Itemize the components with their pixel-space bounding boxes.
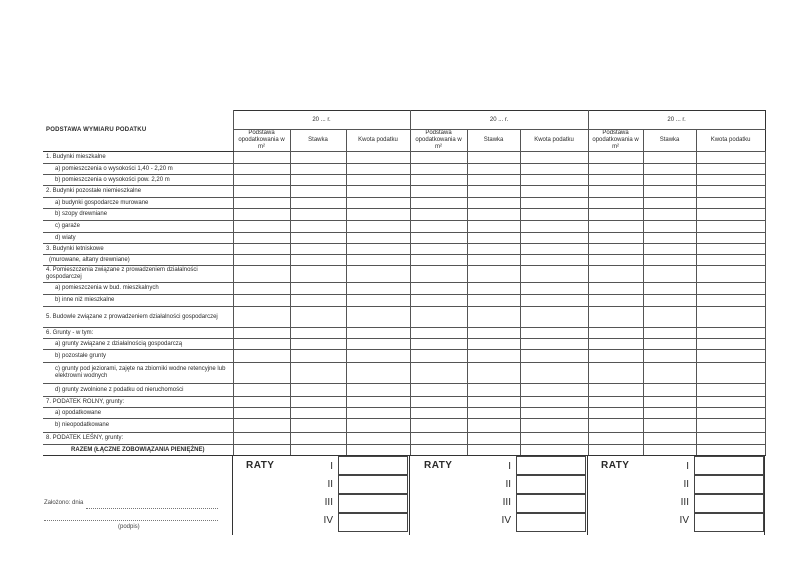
row-label: c) grunty pod jeziorami, zajęte na zbiorniki wodne retencyjne lub elektrowni wodnych: [43, 363, 233, 384]
cell-input[interactable]: [290, 233, 346, 244]
cell-input[interactable]: [346, 419, 410, 433]
cell-input[interactable]: [643, 408, 696, 419]
divider: [409, 455, 410, 535]
row-label: 6. Grunty - w tym:: [43, 328, 233, 339]
installment-number: IV: [501, 515, 511, 526]
cell-input[interactable]: [588, 186, 643, 198]
cell-input[interactable]: [346, 255, 410, 266]
cell-input[interactable]: [233, 221, 290, 233]
row-label: a) pomieszczenia o wysokości 1,40 - 2,20 m: [43, 164, 233, 175]
cell-input[interactable]: [643, 152, 696, 164]
cell-input[interactable]: [290, 433, 346, 445]
cell-input[interactable]: [410, 397, 467, 408]
cell-input[interactable]: [588, 384, 643, 397]
cell-input[interactable]: [233, 408, 290, 419]
cell-input[interactable]: [588, 445, 643, 456]
cell-input[interactable]: [520, 307, 588, 328]
installment-box[interactable]: [338, 513, 408, 532]
cell-input[interactable]: [290, 363, 346, 384]
installment-number: IV: [679, 515, 689, 526]
cell-input[interactable]: [467, 350, 520, 363]
cell-input[interactable]: [346, 445, 410, 456]
cell-input[interactable]: [467, 221, 520, 233]
cell-input[interactable]: [290, 328, 346, 339]
signature-label: (podpis): [118, 524, 140, 530]
cell-input[interactable]: [410, 408, 467, 419]
cell-input[interactable]: [290, 283, 346, 295]
table-title: PODSTAWA WYMIARU PODATKU: [43, 111, 233, 152]
cell-input[interactable]: [588, 307, 643, 328]
cell-input[interactable]: [233, 283, 290, 295]
row-label: a) budynki gospodarcze murowane: [43, 198, 233, 209]
cell-input[interactable]: [643, 209, 696, 221]
cell-input[interactable]: [467, 433, 520, 445]
installments-label-1: RATY: [246, 460, 275, 471]
cell-input[interactable]: [346, 198, 410, 209]
established-date-label: Założono: dnia: [44, 500, 84, 506]
installment-number: III: [680, 497, 689, 508]
cell-input[interactable]: [696, 350, 765, 363]
cell-input[interactable]: [696, 295, 765, 307]
cell-input[interactable]: [410, 283, 467, 295]
cell-input[interactable]: [520, 445, 588, 456]
cell-input[interactable]: [520, 175, 588, 186]
cell-input[interactable]: [520, 186, 588, 198]
cell-input[interactable]: [696, 221, 765, 233]
cell-input[interactable]: [696, 209, 765, 221]
cell-input[interactable]: [346, 408, 410, 419]
cell-input[interactable]: [643, 186, 696, 198]
cell-input[interactable]: [233, 328, 290, 339]
cell-input[interactable]: [410, 339, 467, 350]
installment-box[interactable]: [694, 456, 764, 475]
cell-input[interactable]: [588, 408, 643, 419]
cell-input[interactable]: [346, 384, 410, 397]
cell-input[interactable]: [588, 350, 643, 363]
cell-input[interactable]: [346, 221, 410, 233]
cell-input[interactable]: [410, 175, 467, 186]
cell-input[interactable]: [290, 339, 346, 350]
cell-input[interactable]: [233, 419, 290, 433]
cell-input[interactable]: [467, 255, 520, 266]
cell-input[interactable]: [520, 397, 588, 408]
cell-input[interactable]: [410, 186, 467, 198]
cell-input[interactable]: [588, 363, 643, 384]
cell-input[interactable]: [410, 384, 467, 397]
row-label: b) szopy drewniane: [43, 209, 233, 221]
cell-input[interactable]: [588, 397, 643, 408]
installment-number: III: [502, 497, 511, 508]
cell-input[interactable]: [643, 397, 696, 408]
cell-input[interactable]: [643, 175, 696, 186]
cell-input[interactable]: [410, 209, 467, 221]
row-label: d) grunty zwolnione z podatku od nieruchomości: [43, 384, 233, 397]
installment-box[interactable]: [338, 456, 408, 475]
year-column-2: 20 ... r.: [410, 111, 588, 130]
cell-input[interactable]: [410, 307, 467, 328]
cell-input[interactable]: [410, 363, 467, 384]
cell-input[interactable]: [233, 186, 290, 198]
cell-input[interactable]: [410, 445, 467, 456]
row-label: b) nieopodatkowane: [43, 419, 233, 433]
cell-input[interactable]: [467, 408, 520, 419]
cell-input[interactable]: [520, 266, 588, 283]
cell-input[interactable]: [290, 209, 346, 221]
cell-input[interactable]: [643, 244, 696, 255]
installment-number: IV: [323, 515, 333, 526]
cell-input[interactable]: [467, 339, 520, 350]
cell-input[interactable]: [643, 328, 696, 339]
cell-input[interactable]: [290, 175, 346, 186]
cell-input[interactable]: [290, 295, 346, 307]
cell-input[interactable]: [520, 339, 588, 350]
cell-input[interactable]: [410, 244, 467, 255]
installment-box[interactable]: [338, 475, 408, 494]
cell-input[interactable]: [346, 295, 410, 307]
cell-input[interactable]: [467, 419, 520, 433]
row-label: b) inne niż mieszkalne: [43, 295, 233, 307]
cell-input[interactable]: [290, 186, 346, 198]
cell-input[interactable]: [233, 175, 290, 186]
cell-input[interactable]: [467, 198, 520, 209]
cell-input[interactable]: [588, 209, 643, 221]
cell-input[interactable]: [346, 266, 410, 283]
cell-input[interactable]: [520, 198, 588, 209]
row-label: 3. Budynki letniskowe: [43, 244, 233, 255]
cell-input[interactable]: [410, 198, 467, 209]
installments-label-3: RATY: [601, 460, 630, 471]
cell-input[interactable]: [696, 266, 765, 283]
cell-input[interactable]: [467, 186, 520, 198]
cell-input[interactable]: [233, 307, 290, 328]
cell-input[interactable]: [643, 339, 696, 350]
cell-input[interactable]: [233, 363, 290, 384]
cell-input[interactable]: [696, 408, 765, 419]
row-label: 5. Budowle związane z prowadzeniem działalności gospodarczej: [43, 307, 233, 328]
cell-input[interactable]: [233, 295, 290, 307]
cell-input[interactable]: [290, 164, 346, 175]
installment-box[interactable]: [516, 494, 586, 513]
cell-input[interactable]: [467, 295, 520, 307]
cell-input[interactable]: [290, 397, 346, 408]
cell-input[interactable]: [588, 164, 643, 175]
cell-input[interactable]: [346, 283, 410, 295]
cell-input[interactable]: [696, 307, 765, 328]
cell-input[interactable]: [520, 433, 588, 445]
cell-input[interactable]: [346, 397, 410, 408]
year-column-1: 20 ... r.: [233, 111, 410, 130]
cell-input[interactable]: [588, 198, 643, 209]
cell-input[interactable]: [346, 175, 410, 186]
signature-field[interactable]: [44, 520, 218, 521]
cell-input[interactable]: [520, 350, 588, 363]
col-rate-1: Stawka: [290, 130, 346, 152]
cell-input[interactable]: [696, 339, 765, 350]
col-rate-3: Stawka: [643, 130, 696, 152]
row-label: d) wiaty: [43, 233, 233, 244]
cell-input[interactable]: [346, 363, 410, 384]
cell-input[interactable]: [233, 198, 290, 209]
cell-input[interactable]: [643, 283, 696, 295]
cell-input[interactable]: [696, 244, 765, 255]
row-label: (murowane, altany drewniane): [43, 255, 233, 266]
cell-input[interactable]: [467, 384, 520, 397]
cell-input[interactable]: [520, 384, 588, 397]
cell-input[interactable]: [290, 198, 346, 209]
cell-input[interactable]: [520, 255, 588, 266]
cell-input[interactable]: [588, 283, 643, 295]
cell-input[interactable]: [410, 295, 467, 307]
cell-input[interactable]: [467, 328, 520, 339]
cell-input[interactable]: [467, 283, 520, 295]
cell-input[interactable]: [346, 339, 410, 350]
row-label: a) pomieszczenia w bud. mieszkalnych: [43, 283, 233, 295]
divider: [587, 455, 588, 535]
cell-input[interactable]: [290, 307, 346, 328]
cell-input[interactable]: [696, 198, 765, 209]
cell-input[interactable]: [467, 233, 520, 244]
cell-input[interactable]: [290, 244, 346, 255]
col-amount-2: Kwota podatku: [520, 130, 588, 152]
cell-input[interactable]: [233, 384, 290, 397]
cell-input[interactable]: [410, 152, 467, 164]
cell-input[interactable]: [290, 255, 346, 266]
cell-input[interactable]: [410, 164, 467, 175]
row-label: 4. Pomieszczenia związane z prowadzeniem działalności gospodarczej: [43, 266, 233, 283]
cell-input[interactable]: [520, 221, 588, 233]
cell-input[interactable]: [643, 266, 696, 283]
cell-input[interactable]: [588, 152, 643, 164]
cell-input[interactable]: [588, 339, 643, 350]
cell-input[interactable]: [290, 445, 346, 456]
cell-input[interactable]: [520, 408, 588, 419]
cell-input[interactable]: [696, 445, 765, 456]
cell-input[interactable]: [346, 433, 410, 445]
installment-number: I: [686, 461, 689, 472]
cell-input[interactable]: [290, 350, 346, 363]
year-column-3: 20 ... r.: [588, 111, 765, 130]
cell-input[interactable]: [233, 266, 290, 283]
col-rate-2: Stawka: [467, 130, 520, 152]
cell-input[interactable]: [233, 152, 290, 164]
cell-input[interactable]: [467, 164, 520, 175]
cell-input[interactable]: [588, 433, 643, 445]
tax-base-table: [43, 110, 766, 456]
cell-input[interactable]: [520, 419, 588, 433]
cell-input[interactable]: [696, 283, 765, 295]
cell-input[interactable]: [467, 307, 520, 328]
cell-input[interactable]: [290, 408, 346, 419]
col-base-3: Podstawa opodatkowania w m²: [588, 130, 643, 152]
cell-input[interactable]: [696, 384, 765, 397]
cell-input[interactable]: [410, 233, 467, 244]
divider: [232, 455, 233, 535]
cell-input[interactable]: [643, 198, 696, 209]
cell-input[interactable]: [696, 397, 765, 408]
cell-input[interactable]: [346, 164, 410, 175]
col-amount-3: Kwota podatku: [696, 130, 765, 152]
col-base-1: Podstawa opodatkowania w m²: [233, 130, 290, 152]
cell-input[interactable]: [290, 384, 346, 397]
installment-box[interactable]: [694, 513, 764, 532]
cell-input[interactable]: [233, 233, 290, 244]
cell-input[interactable]: [588, 175, 643, 186]
installment-number: II: [505, 479, 511, 490]
installment-box[interactable]: [516, 475, 586, 494]
cell-input[interactable]: [410, 221, 467, 233]
date-field[interactable]: [86, 508, 218, 509]
cell-input[interactable]: [467, 266, 520, 283]
cell-input[interactable]: [696, 255, 765, 266]
cell-input[interactable]: [696, 186, 765, 198]
cell-input[interactable]: [467, 152, 520, 164]
cell-input[interactable]: [233, 164, 290, 175]
row-label: a) grunty związane z działalnością gospodarczą: [43, 339, 233, 350]
cell-input[interactable]: [410, 433, 467, 445]
installment-box[interactable]: [516, 456, 586, 475]
cell-input[interactable]: [467, 445, 520, 456]
col-amount-1: Kwota podatku: [346, 130, 410, 152]
cell-input[interactable]: [233, 255, 290, 266]
cell-input[interactable]: [588, 221, 643, 233]
cell-input[interactable]: [520, 328, 588, 339]
row-label: 8. PODATEK LEŚNY, grunty:: [43, 433, 233, 445]
cell-input[interactable]: [346, 328, 410, 339]
cell-input[interactable]: [643, 445, 696, 456]
cell-input[interactable]: [410, 350, 467, 363]
cell-input[interactable]: [696, 233, 765, 244]
cell-input[interactable]: [696, 419, 765, 433]
cell-input[interactable]: [346, 244, 410, 255]
cell-input[interactable]: [346, 186, 410, 198]
cell-input[interactable]: [643, 255, 696, 266]
cell-input[interactable]: [588, 328, 643, 339]
cell-input[interactable]: [696, 152, 765, 164]
row-label: b) pozostałe grunty: [43, 350, 233, 363]
cell-input[interactable]: [588, 255, 643, 266]
cell-input[interactable]: [520, 283, 588, 295]
installment-box[interactable]: [338, 494, 408, 513]
installment-number: I: [330, 461, 333, 472]
total-row-label: RAZEM (ŁĄCZNE ZOBOWIĄZANIA PIENIĘŻNE): [43, 445, 233, 456]
cell-input[interactable]: [588, 266, 643, 283]
cell-input[interactable]: [643, 221, 696, 233]
cell-input[interactable]: [410, 255, 467, 266]
cell-input[interactable]: [467, 244, 520, 255]
installment-box[interactable]: [694, 494, 764, 513]
cell-input[interactable]: [643, 307, 696, 328]
cell-input[interactable]: [233, 445, 290, 456]
cell-input[interactable]: [643, 363, 696, 384]
row-label: 1. Budynki mieszkalne: [43, 152, 233, 164]
cell-input[interactable]: [233, 244, 290, 255]
cell-input[interactable]: [290, 266, 346, 283]
cell-input[interactable]: [643, 233, 696, 244]
cell-input[interactable]: [588, 295, 643, 307]
cell-input[interactable]: [520, 164, 588, 175]
row-label: 2. Budynki pozostałe niemieszkalne: [43, 186, 233, 198]
installment-box[interactable]: [516, 513, 586, 532]
cell-input[interactable]: [588, 244, 643, 255]
cell-input[interactable]: [588, 419, 643, 433]
cell-input[interactable]: [520, 233, 588, 244]
cell-input[interactable]: [346, 209, 410, 221]
cell-input[interactable]: [346, 350, 410, 363]
cell-input[interactable]: [520, 244, 588, 255]
cell-input[interactable]: [290, 221, 346, 233]
cell-input[interactable]: [520, 152, 588, 164]
cell-input[interactable]: [643, 295, 696, 307]
cell-input[interactable]: [467, 397, 520, 408]
cell-input[interactable]: [696, 164, 765, 175]
cell-input[interactable]: [410, 419, 467, 433]
cell-input[interactable]: [643, 164, 696, 175]
cell-input[interactable]: [290, 152, 346, 164]
cell-input[interactable]: [233, 350, 290, 363]
cell-input[interactable]: [467, 209, 520, 221]
cell-input[interactable]: [643, 384, 696, 397]
cell-input[interactable]: [588, 233, 643, 244]
cell-input[interactable]: [643, 419, 696, 433]
cell-input[interactable]: [410, 328, 467, 339]
installments-label-2: RATY: [424, 460, 453, 471]
installment-number: II: [327, 479, 333, 490]
installment-number: II: [683, 479, 689, 490]
cell-input[interactable]: [696, 328, 765, 339]
installment-box[interactable]: [694, 475, 764, 494]
col-base-2: Podstawa opodatkowania w m²: [410, 130, 467, 152]
cell-input[interactable]: [346, 307, 410, 328]
cell-input[interactable]: [233, 209, 290, 221]
installment-number: III: [324, 497, 333, 508]
cell-input[interactable]: [643, 350, 696, 363]
cell-input[interactable]: [233, 433, 290, 445]
cell-input[interactable]: [520, 295, 588, 307]
row-label: b) pomieszczenia o wysokości pow. 2,20 m: [43, 175, 233, 186]
row-label: c) garaże: [43, 221, 233, 233]
cell-input[interactable]: [520, 209, 588, 221]
divider: [764, 455, 765, 535]
row-label: a) opodatkowane: [43, 408, 233, 419]
cell-input[interactable]: [467, 363, 520, 384]
cell-input[interactable]: [643, 433, 696, 445]
installment-number: I: [508, 461, 511, 472]
cell-input[interactable]: [520, 363, 588, 384]
cell-input[interactable]: [290, 419, 346, 433]
cell-input[interactable]: [696, 175, 765, 186]
cell-input[interactable]: [233, 339, 290, 350]
cell-input[interactable]: [346, 233, 410, 244]
row-label: 7. PODATEK ROLNY, grunty:: [43, 397, 233, 408]
cell-input[interactable]: [696, 433, 765, 445]
cell-input[interactable]: [467, 175, 520, 186]
cell-input[interactable]: [233, 397, 290, 408]
cell-input[interactable]: [346, 152, 410, 164]
cell-input[interactable]: [696, 363, 765, 384]
cell-input[interactable]: [410, 266, 467, 283]
